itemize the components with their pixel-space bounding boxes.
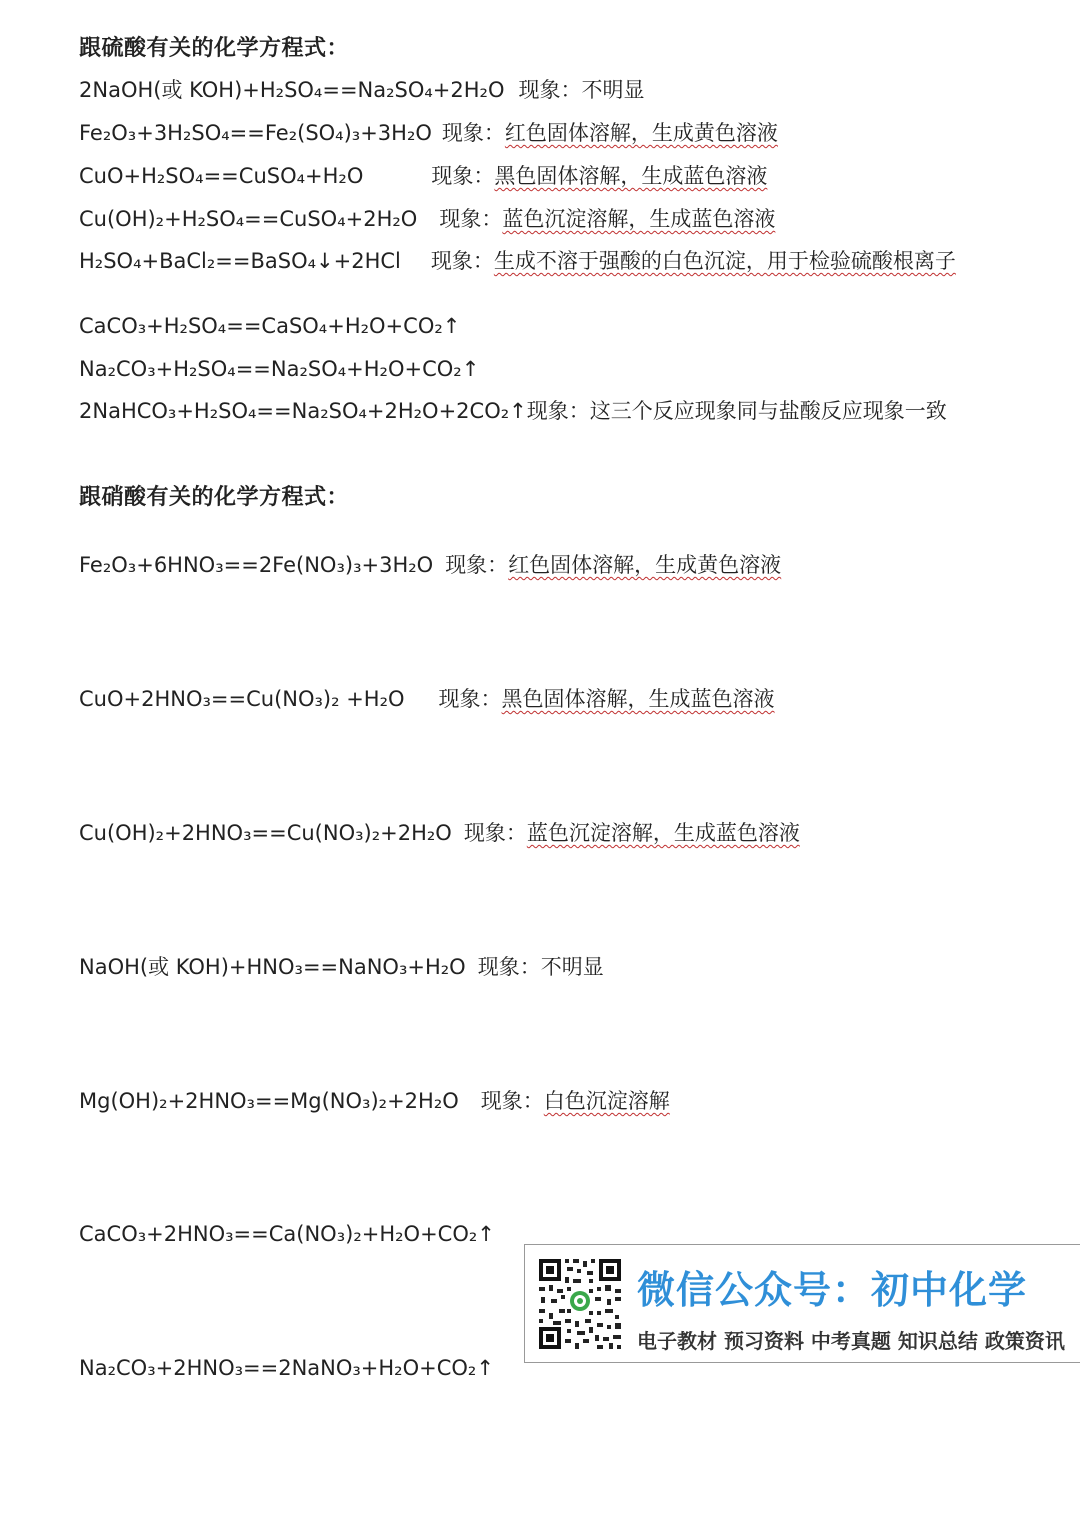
equation-line xyxy=(79,357,479,381)
equation: Na₂CO₃+H₂SO₄==Na₂SO₄+H₂O+CO₂↑ xyxy=(79,357,480,381)
equation: H₂SO₄+BaCl₂==BaSO₄↓+2HCl xyxy=(79,249,401,273)
phenomenon-label: 现象： xyxy=(441,121,505,145)
phenomenon-label: 现象： xyxy=(431,164,495,188)
equation-line xyxy=(79,164,767,188)
equation: 2NaOH(或 KOH)+H₂SO₄==Na₂SO₄+2H₂O xyxy=(79,78,505,102)
phenomenon-label: 现象： xyxy=(463,821,527,845)
phenomenon-label: 现象： xyxy=(439,207,503,231)
watermark-title: 微信公众号：初中化学 xyxy=(637,1268,1028,1312)
equation: CuO+2HNO₃==Cu(NO₃)₂ +H₂O xyxy=(79,687,405,711)
watermark-banner xyxy=(524,1244,1080,1363)
phenomenon-text: 黑色固体溶解，生成蓝色溶液 xyxy=(494,164,768,188)
qr-code-icon xyxy=(537,1257,623,1351)
phenomenon-text: 蓝色沉淀溶解，生成蓝色溶液 xyxy=(502,207,776,231)
equation-line xyxy=(79,400,974,422)
phenomenon-label: 现象： xyxy=(445,553,509,577)
equation: Na₂CO₃+2HNO₃==2NaNO₃+H₂O+CO₂↑ xyxy=(79,1356,494,1380)
equation: CuO+H₂SO₄==CuSO₄+H₂O xyxy=(79,164,364,188)
phenomenon-text: 蓝色沉淀溶解，生成蓝色溶液 xyxy=(526,821,800,845)
equation: Mg(OH)₂+2HNO₃==Mg(NO₃)₂+2H₂O xyxy=(79,1089,459,1113)
equation: Cu(OH)₂+2HNO₃==Cu(NO₃)₂+2H₂O xyxy=(79,821,452,845)
equation: CaCO₃+H₂SO₄==CaSO₄+H₂O+CO₂↑ xyxy=(79,314,461,338)
watermark-subtitle: 电子教材 预习资料 中考真题 知识总结 政策资讯 xyxy=(637,1329,1065,1353)
equation-line xyxy=(79,553,781,577)
phenomenon-label: 现象： xyxy=(477,955,541,979)
equation-line xyxy=(79,955,604,979)
nitric-heading: 跟硝酸有关的化学方程式： xyxy=(79,485,350,510)
equation-line xyxy=(79,250,974,272)
equation-line xyxy=(79,78,645,102)
equation: 2NaHCO₃+H₂SO₄==Na₂SO₄+2H₂O+2CO₂↑ xyxy=(79,399,527,423)
phenomenon-label: 现象： xyxy=(480,1089,544,1113)
phenomenon-text: 不明显 xyxy=(581,78,645,102)
equation: Cu(OH)₂+H₂SO₄==CuSO₄+2H₂O xyxy=(79,207,418,231)
equation-line xyxy=(79,687,775,711)
phenomenon-text: 黑色固体溶解，生成蓝色溶液 xyxy=(501,687,775,711)
sulfuric-heading: 跟硫酸有关的化学方程式： xyxy=(79,36,350,61)
phenomenon-text: 白色沉淀溶解 xyxy=(543,1089,670,1113)
equation: Fe₂O₃+6HNO₃==2Fe(NO₃)₃+3H₂O xyxy=(79,553,434,577)
phenomenon-text: 这三个反应现象同与盐酸反应现象一致 xyxy=(589,399,947,423)
equation-line xyxy=(79,1222,495,1246)
phenomenon-text: 红色固体溶解，生成黄色溶液 xyxy=(508,553,782,577)
equation-line xyxy=(79,207,775,231)
equation-line xyxy=(79,314,460,338)
phenomenon-label: 现象： xyxy=(526,399,590,423)
equation: CaCO₃+2HNO₃==Ca(NO₃)₂+H₂O+CO₂↑ xyxy=(79,1222,495,1246)
equation-line xyxy=(79,1356,494,1380)
equation-line xyxy=(79,1089,670,1113)
equation: Fe₂O₃+3H₂SO₄==Fe₂(SO₄)₃+3H₂O xyxy=(79,121,432,145)
phenomenon-text: 红色固体溶解，生成黄色溶液 xyxy=(504,121,778,145)
phenomenon-label: 现象： xyxy=(438,687,502,711)
equation: NaOH(或 KOH)+HNO₃==NaNO₃+H₂O xyxy=(79,955,466,979)
equation-line xyxy=(79,821,800,845)
phenomenon-label: 现象： xyxy=(430,249,494,273)
phenomenon-text: 不明显 xyxy=(540,955,604,979)
equation-line xyxy=(79,121,778,145)
phenomenon-text: 生成不溶于强酸的白色沉淀，用于检验硫酸根离子 xyxy=(493,249,956,273)
phenomenon-label: 现象： xyxy=(518,78,582,102)
